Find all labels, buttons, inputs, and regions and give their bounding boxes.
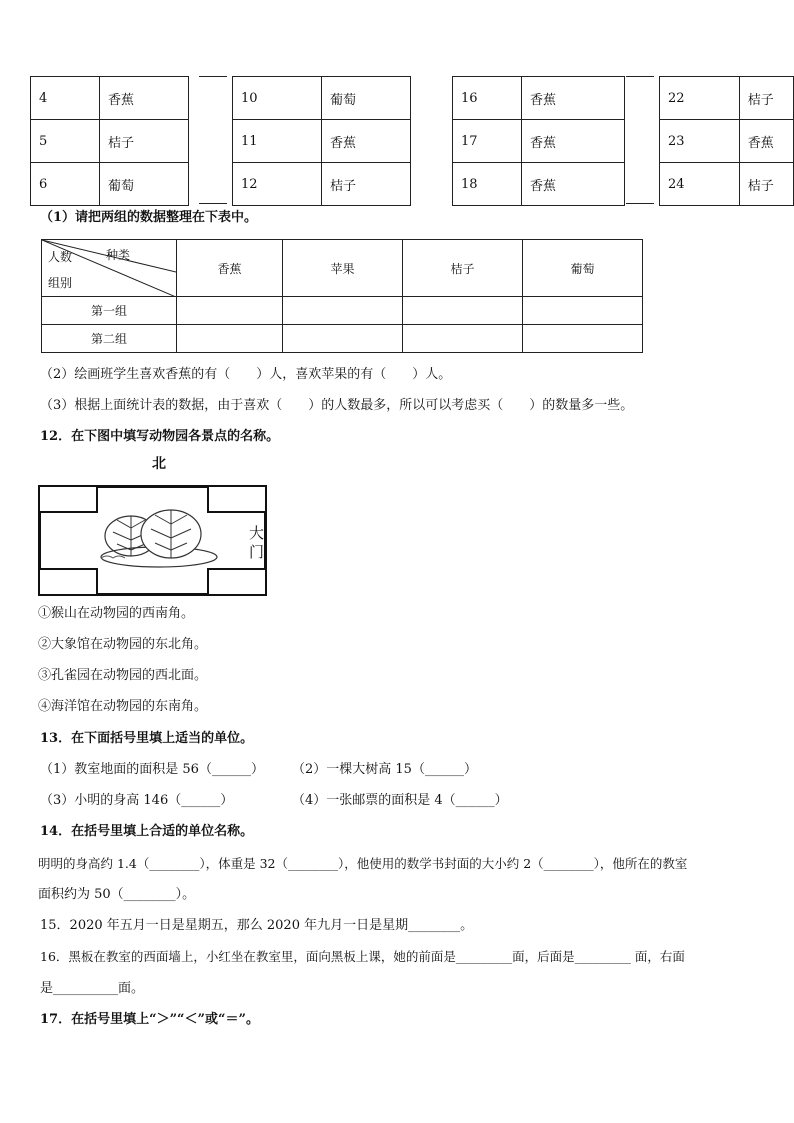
table-cell: 桔子	[739, 77, 793, 120]
q12-title: 12．在下图中填写动物园各景点的名称。	[40, 429, 280, 444]
gate-char: 大	[249, 524, 265, 542]
table-cell: 葡萄	[100, 163, 189, 206]
q13-item: （3）小明的身高 146（______）	[40, 793, 234, 808]
table-cell: 香蕉	[522, 120, 625, 163]
table-cell: 17	[453, 120, 522, 163]
header-category: 种类	[106, 248, 131, 262]
data-table-1	[30, 76, 189, 206]
header-count: 人数	[48, 250, 73, 264]
table-cell: 葡萄	[322, 77, 411, 120]
table-cell: 11	[233, 120, 322, 163]
lake-trees-icon	[91, 504, 221, 574]
q13-item: （2）一棵大树高 15（______）	[292, 762, 477, 777]
q14-line2: 面积约为 50（________）。	[38, 887, 196, 902]
table-cell: 4	[31, 77, 100, 120]
table-cell: 23	[660, 120, 740, 163]
answer-cell[interactable]	[523, 297, 643, 325]
q11-part2: （2）绘画班学生喜欢香蕉的有（ ）人，喜欢苹果的有（ ）人。	[40, 367, 452, 382]
answer-cell[interactable]	[283, 325, 403, 353]
table-cell: 香蕉	[522, 77, 625, 120]
gate-char: 门	[249, 543, 265, 561]
table-cell: 10	[233, 77, 322, 120]
corner-box-nw[interactable]	[38, 485, 98, 513]
table-cell: 香蕉	[739, 120, 793, 163]
row-header: 第二组	[42, 325, 177, 353]
q14-title: 14．在括号里填上合适的单位名称。	[40, 824, 254, 839]
answer-cell[interactable]	[403, 325, 523, 353]
table-cell: 香蕉	[522, 163, 625, 206]
column-header: 桔子	[403, 240, 523, 297]
data-table-2	[232, 76, 411, 206]
q11-part3: （3）根据上面统计表的数据，由于喜欢（ ）的人数最多，所以可以考虑买（ ）的数量多一些。	[40, 398, 634, 413]
answer-cell[interactable]	[403, 297, 523, 325]
q13-title: 13．在下面括号里填上适当的单位。	[40, 731, 254, 746]
q17: 17．在括号里填上“＞”“＜”或“＝”。	[40, 1012, 259, 1027]
q14-line1: 明明的身高约 1.4（________），体重是 32（________），他使用的数学书封面的大小约 2（________），他所在的教室	[38, 856, 688, 871]
summary-table	[41, 239, 643, 353]
diagonal-header-cell	[42, 240, 177, 297]
table-gap	[199, 76, 227, 204]
header-group: 组别	[48, 276, 73, 290]
q13-item: （1）教室地面的面积是 56（______）	[40, 762, 264, 777]
table-cell: 香蕉	[100, 77, 189, 120]
data-table-4	[659, 76, 794, 206]
q12-item: ②大象馆在动物园的东北角。	[38, 637, 208, 652]
q16-line2: 是__________面。	[40, 981, 145, 996]
column-header: 葡萄	[523, 240, 643, 297]
table-cell: 18	[453, 163, 522, 206]
table-cell: 24	[660, 163, 740, 206]
q13-item: （4）一张邮票的面积是 4（______）	[292, 793, 508, 808]
table-cell: 桔子	[739, 163, 793, 206]
table-cell: 22	[660, 77, 740, 120]
q12-item: ③孔雀园在动物园的西北面。	[38, 668, 208, 683]
q12-item: ①猴山在动物园的西南角。	[38, 606, 195, 621]
north-label: 北	[152, 456, 166, 472]
table-cell: 16	[453, 77, 522, 120]
row-header: 第一组	[42, 297, 177, 325]
q12-item: ④海洋馆在动物园的东南角。	[38, 699, 208, 714]
answer-cell[interactable]	[177, 297, 283, 325]
column-header: 苹果	[283, 240, 403, 297]
q11-part1: （1）请把两组的数据整理在下表中。	[40, 210, 258, 225]
q16-line1: 16．黑板在教室的西面墙上，小红坐在教室里，面向黑板上课，她的前面是_________面，后面是_________ 面，右面	[40, 949, 685, 964]
gate-label	[249, 524, 264, 562]
answer-cell[interactable]	[177, 325, 283, 353]
q15: 15．2020 年五月一日是星期五，那么 2020 年九月一日是星期________。	[40, 918, 474, 933]
zoo-map	[38, 485, 267, 596]
answer-cell[interactable]	[523, 325, 643, 353]
data-table-3	[452, 76, 625, 206]
table-cell: 5	[31, 120, 100, 163]
table-cell: 香蕉	[322, 120, 411, 163]
table-cell: 桔子	[322, 163, 411, 206]
table-cell: 12	[233, 163, 322, 206]
answer-cell[interactable]	[283, 297, 403, 325]
table-gap	[626, 76, 654, 204]
corner-box-sw[interactable]	[38, 568, 98, 596]
table-cell: 桔子	[100, 120, 189, 163]
table-cell: 6	[31, 163, 100, 206]
column-header: 香蕉	[177, 240, 283, 297]
